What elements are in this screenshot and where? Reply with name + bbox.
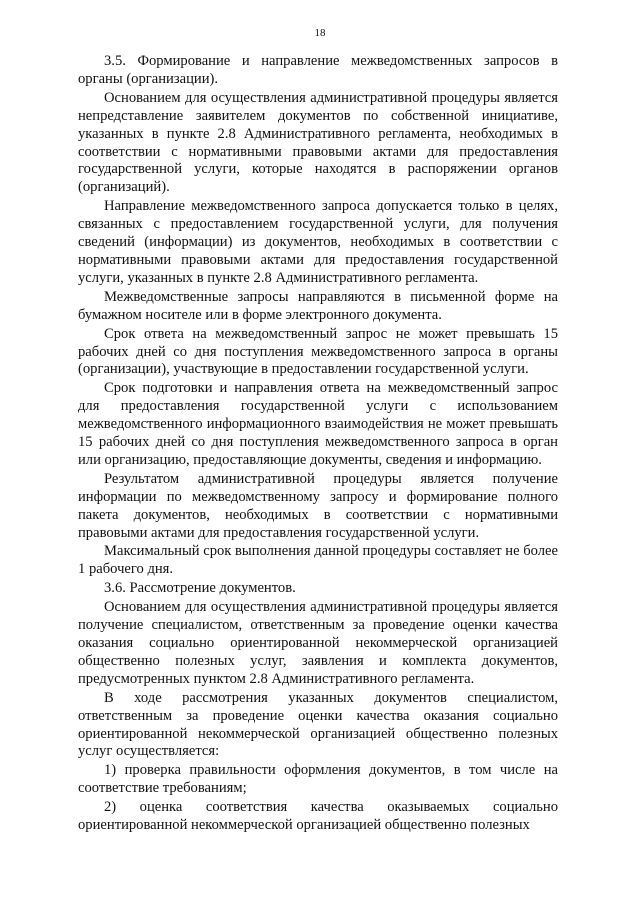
paragraph-section-3-6-heading: 3.6. Рассмотрение документов. (104, 580, 296, 597)
paragraph: Межведомственные запросы направляются в письменной форме на бумажном носителе или в форме электронного документа. (78, 288, 558, 323)
paragraph-section-3-5-heading: 3.5. Формирование и направление межведомственных запросов в органы (организации). (78, 53, 558, 87)
paragraph: Направление межведомственного запроса допускается только в целях, связанных с предоставлением государственной услуги, для получения сведений (информации) из документов, необходимых в соответствии с нормативными правовыми актами для предоставления государственной услуги, указанных в пункте 2.8 Административного регламента. (78, 198, 558, 286)
page-number: 18 (314, 27, 326, 39)
paragraph: Срок ответа на межведомственный запрос не может превышать 15 рабочих дней со дня поступления межведомственного запроса в органы (организации), участвующие в предоставлении государственной услуги. (78, 325, 558, 378)
paragraph: Срок подготовки и направления ответа на межведомственный запрос для предоставления государственной услуги с использованием межведомственного информационного взаимодействия не может превышать 15 рабочих дней со дня поступления межведомственного запроса в орган или организацию, предоставляющие документы, сведения и информацию. (78, 380, 558, 468)
document-body (78, 53, 558, 836)
list-item: 1) проверка правильности оформления документов, в том числе на соответствие требованиям; (78, 762, 558, 797)
paragraph: Максимальный срок выполнения данной процедуры составляет не более 1 рабочего дня. (78, 543, 558, 578)
paragraph: Результатом административной процедуры является получение информации по межведомственному запросу и формирование полного пакета документов, необходимых в соответствии с нормативными правовыми актами для предоставления государственной услуги. (78, 470, 558, 541)
paragraph: Основанием для осуществления административной процедуры является непредставление заявителем документов по собственной инициативе, указанных в пункте 2.8 Административного регламента, необходимых в соответствии с нормативными правовыми актами для предоставления государственной услуги, которые находятся в распоряжении органов (организаций). (78, 89, 558, 196)
paragraph: В ходе рассмотрения указанных документов специалистом, ответственным за проведение оценки качества оказания социально ориентированной некоммерческой организацией общественно полезных услуг осуществляется: (78, 689, 558, 760)
list-item: 2) оценка соответствия качества оказываемых социально ориентированной некоммерческой организацией общественно полезных (78, 799, 558, 834)
paragraph: Основанием для осуществления административной процедуры является получение специалистом, ответственным за проведение оценки качества оказания социально ориентированной некоммерческой организацией общественно полезных услуг, заявления и комплекта документов, предусмотренных пунктом 2.8 Административного регламента. (78, 599, 558, 687)
